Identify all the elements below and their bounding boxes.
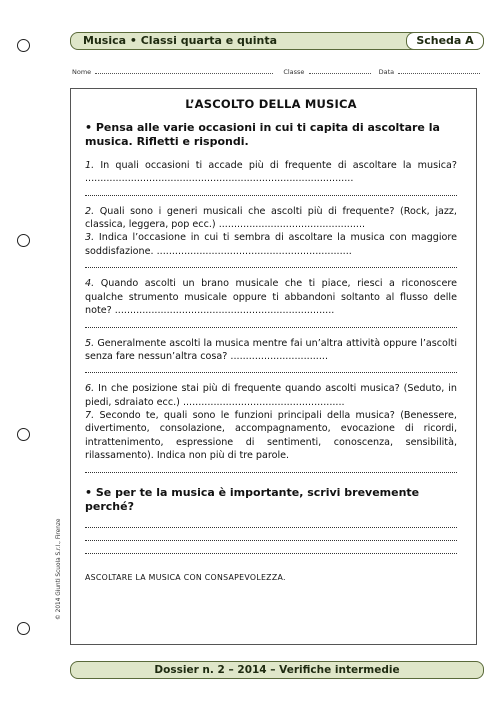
binder-hole-2: [17, 234, 30, 247]
question-2: [85, 205, 457, 232]
question-text: In che posizione stai più di frequente quando ascolti musica? (Seduto, in piedi, sdraiato ecc.) .....................................................: [85, 383, 457, 408]
question-text: Secondo te, quali sono le funzioni principali della musica? (Benessere, divertimento, consolazione, accompagnamento, evocazione di ricordi, intrattenimento, espressione di sentimenti, conoscenza, sensibilità, rilassamento). Indica non più di tre parole.: [85, 410, 457, 461]
binder-hole-1: [17, 39, 30, 52]
answer-line[interactable]: [85, 317, 457, 330]
answer-line[interactable]: [85, 462, 457, 475]
question-number: 4.: [85, 278, 95, 290]
question-text: Indica l’occasione in cui ti sembra di ascoltare la musica con maggiore soddisfazione. ................................................................: [85, 232, 457, 257]
question-number: 7.: [85, 410, 95, 422]
question-number: 6.: [85, 383, 95, 395]
student-fields: [72, 67, 480, 76]
answer-line[interactable]: [85, 258, 457, 271]
subject-title: Musica • Classi quarta e quinta: [83, 34, 278, 47]
question-text: In quali occasioni ti accade più di frequente di ascoltare la musica? ........................................................................................: [85, 160, 457, 185]
question-4: [85, 277, 457, 317]
second-prompt: • Se per te la musica è importante, scrivi brevemente perché?: [85, 485, 420, 513]
question-6: [85, 382, 457, 409]
copyright-note: © 2014 Giunti Scuola S.r.l., Firenze: [56, 518, 62, 620]
binder-hole-3: [17, 428, 30, 441]
worksheet-title: L’ASCOLTO DELLA MUSICA: [185, 97, 357, 111]
worksheet-box: [70, 88, 477, 645]
footer-bar: Dossier n. 2 – 2014 – Verifiche intermedie: [70, 661, 484, 679]
question-text: Generalmente ascolti la musica mentre fai un’altra attività oppure l’ascolti senza fare nessun’altra cosa? ................................: [85, 337, 457, 362]
class-field[interactable]: [309, 67, 371, 74]
question-7: [85, 409, 457, 462]
question-number: 3.: [85, 232, 95, 244]
class-label: Classe: [283, 68, 305, 76]
intro-prompt: • Pensa alle varie occasioni in cui ti capita di ascoltare la musica. Rifletti e rispondi.: [85, 121, 440, 148]
name-label: Nome: [72, 68, 92, 76]
question-3: [85, 231, 457, 258]
question-number: 5.: [85, 337, 95, 349]
question-text: Quali sono i generi musicali che ascolti più di frequente? (Rock, jazz, classica, leggera, pop ecc.) ................................................: [85, 205, 457, 231]
question-1: [85, 159, 457, 186]
answer-line[interactable]: [85, 531, 457, 544]
date-label: Data: [378, 68, 395, 76]
answer-line[interactable]: [85, 363, 457, 376]
closing-motto: ASCOLTARE LA MUSICA CON CONSAPEVOLEZZA.: [85, 573, 286, 583]
question-5: [85, 337, 457, 364]
sheet-label: Scheda A: [406, 32, 484, 50]
answer-line[interactable]: [85, 518, 457, 531]
name-field[interactable]: [95, 67, 273, 74]
binder-hole-4: [17, 622, 30, 635]
answer-line[interactable]: [85, 544, 457, 557]
question-number: 1.: [85, 160, 95, 171]
header-bar: [70, 32, 484, 50]
date-field[interactable]: [398, 67, 480, 74]
question-number: 2.: [85, 205, 95, 217]
answer-line[interactable]: [85, 186, 457, 199]
question-text: Quando ascolti un brano musicale che ti piace, riesci a riconoscere qualche strumento musicale oppure ti abbandoni soltanto al flusso delle note? ........................................................................: [85, 278, 457, 316]
